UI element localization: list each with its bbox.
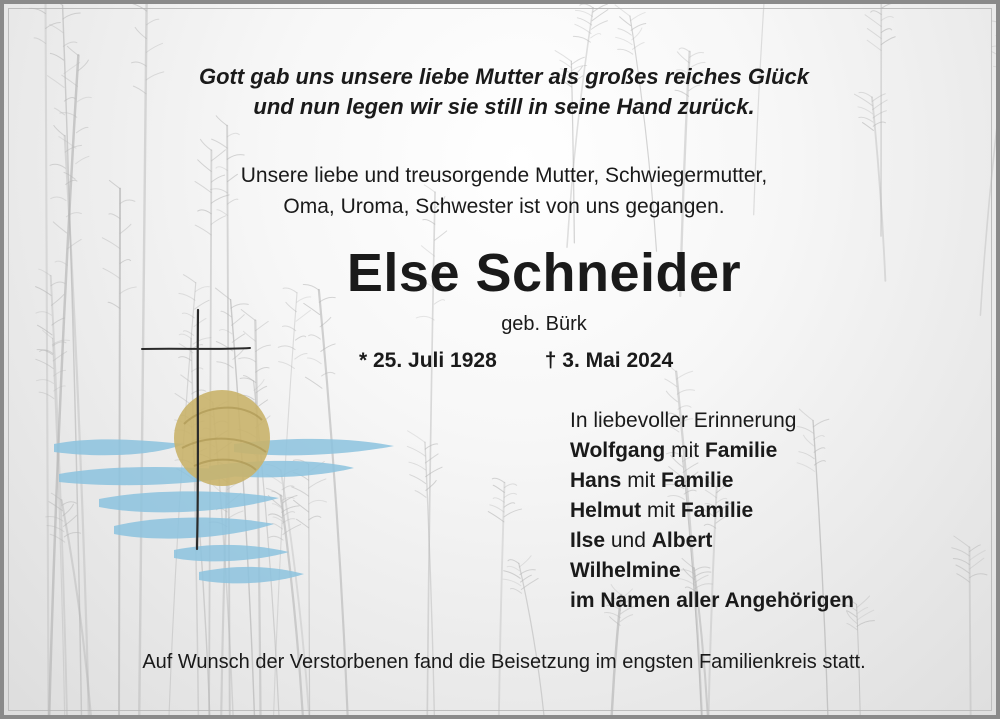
grass-tuft [493, 498, 504, 502]
grass-tuft [282, 506, 299, 512]
death-date: † 3. Mai 2024 [544, 349, 674, 372]
grass-tuft [615, 5, 630, 16]
grass-tuft [212, 139, 228, 148]
grass-tuft [954, 536, 970, 547]
grass-tuft [272, 491, 282, 496]
grass-tuft [857, 596, 870, 608]
grass-tuft [488, 512, 504, 522]
grass-tuft [36, 359, 53, 368]
funeral-note: Auf Wunsch der Verstorbenen fand die Beisetzung im engsten Familienkreis statt. [142, 651, 866, 673]
grass-tuft [679, 48, 690, 52]
mourner-joiner: mit [665, 439, 705, 462]
grass-tuft [410, 475, 426, 484]
grass-tuft [256, 368, 269, 373]
grass-tuft [956, 565, 970, 573]
mourner-name: Ilse [570, 529, 606, 552]
grass-tuft [227, 155, 244, 160]
grass-tuft [881, 37, 895, 45]
deceased-name: Else Schneider [346, 243, 742, 303]
mourner-rest: Familie [661, 469, 734, 492]
mourner-row [570, 466, 854, 496]
grass-tuft [867, 40, 881, 50]
grass-tuft [507, 566, 519, 571]
grass-tuft [677, 371, 693, 379]
grass-tuft [865, 15, 881, 27]
grass-tuft [616, 37, 632, 44]
grass-tuft [256, 345, 271, 351]
mourner-rest: Albert [651, 529, 713, 552]
grass-tuft [135, 27, 146, 38]
grass-tuft [193, 338, 211, 344]
mourner-name: Wilhelmine [570, 559, 681, 582]
grass-tuft [426, 467, 442, 477]
grass-tuft [425, 454, 438, 463]
intro-line-1: Unsere liebe und treusorgende Mutter, Schwiegermutter, [240, 164, 768, 187]
grass-tuft [969, 545, 980, 552]
grass-tuft [63, 42, 77, 46]
grass-tuft [62, 502, 76, 506]
grass-tuft [292, 487, 309, 496]
mourner-row [570, 586, 854, 616]
grass-tuft [266, 488, 280, 495]
grass-tuft [690, 52, 704, 57]
grass-tuft [504, 503, 514, 507]
mourner-name: Helmut [570, 499, 642, 522]
grass-tuft [407, 446, 425, 456]
mourner-name: Wolfgang [570, 439, 666, 462]
grass-tuft [881, 16, 893, 20]
grass-tuft [50, 24, 63, 32]
mourners-list [570, 406, 854, 616]
grass-tuft [575, 10, 592, 16]
mourner-joiner: mit [641, 499, 681, 522]
grass-tuft [555, 51, 571, 62]
grass-stalk [281, 470, 310, 719]
grass-tuft [862, 123, 873, 131]
mourner-rest: Familie [680, 499, 754, 522]
grass-tuft [520, 570, 535, 575]
grass-tuft [992, 21, 1000, 28]
grass-tuft [146, 43, 162, 52]
grass-tuft [591, 34, 601, 38]
grass-tuft [490, 505, 504, 512]
grass-tuft [120, 224, 131, 233]
sun-icon [174, 390, 270, 486]
grass-tuft [309, 479, 326, 488]
grass-tuft [504, 571, 520, 579]
grass-tuft [504, 493, 516, 497]
grass-tuft [147, 19, 159, 25]
grass-tuft [510, 588, 521, 593]
mourner-joiner: und [605, 529, 652, 552]
grass-tuft [409, 462, 426, 470]
grass-tuft [867, 29, 881, 39]
grass-tuft [508, 560, 519, 564]
grass-tuft [881, 29, 891, 33]
grass-tuft [996, 35, 1000, 39]
grass-stalk [309, 464, 310, 719]
grass-tuft [217, 362, 233, 368]
grass-stalk [519, 563, 545, 719]
grass-tuft [952, 548, 970, 556]
grass-tuft [618, 29, 631, 36]
grass-tuft [970, 558, 984, 569]
grass-tuft [415, 491, 426, 498]
grass-tuft [54, 125, 65, 135]
life-dates [359, 346, 673, 376]
grass-tuft [857, 621, 874, 627]
grass-tuft [630, 12, 645, 20]
mourners-heading: In liebevoller Erinnerung [570, 409, 797, 432]
grass-tuft [76, 127, 88, 132]
mourner-name: Hans [570, 469, 622, 492]
grass-tuft [519, 556, 531, 567]
birth-date: * 25. Juli 1928 [359, 349, 497, 372]
grass-tuft [48, 4, 62, 5]
grass-stalk [499, 483, 505, 719]
grass-tuft [34, 38, 45, 43]
grass-tuft [665, 379, 677, 387]
grass-tuft [307, 358, 321, 364]
grass-tuft [504, 509, 521, 517]
grass-tuft [618, 49, 633, 54]
motto [4, 62, 1000, 122]
grass-tuft [53, 222, 66, 233]
maiden-name: geb. Bürk [501, 313, 587, 335]
grass-tuft [408, 431, 425, 442]
mourner-row [570, 496, 854, 526]
grass-tuft [992, 46, 1000, 50]
grass-tuft [620, 17, 631, 26]
grass-tuft [435, 231, 447, 240]
grass-tuft [953, 559, 969, 565]
grass-tuft [575, 24, 591, 33]
grass-tuft [181, 375, 192, 383]
grass-tuft [37, 380, 54, 384]
grass-tuft [67, 46, 78, 55]
grass-tuft [847, 623, 857, 629]
mourner-name: im Namen aller Angehörigen [570, 589, 854, 612]
grass-tuft [227, 133, 239, 137]
motto-line-2: und nun legen wir sie still in seine Hand zurück. [253, 94, 755, 119]
grass-tuft [295, 354, 307, 359]
grass-tuft [504, 484, 516, 488]
mourner-row [570, 436, 854, 466]
grass-tuft [591, 21, 607, 30]
mourner-rest: Familie [704, 439, 778, 462]
grass-tuft [284, 512, 295, 516]
mourner-joiner: mit [621, 469, 662, 492]
grass-tuft [131, 4, 147, 11]
mourner-row [570, 526, 854, 556]
grass-tuft [309, 516, 321, 520]
intro-text [4, 160, 1000, 222]
grass-tuft [881, 4, 897, 8]
grass-tuft [871, 11, 882, 15]
grass-tuft [63, 13, 80, 19]
grass-tuft [577, 18, 591, 25]
grass-tuft [272, 523, 282, 529]
grass-tuft [322, 372, 335, 376]
grass-tuft [493, 485, 504, 492]
grass-tuft [30, 8, 46, 13]
intro-line-2: Oma, Uroma, Schwester ist von uns gegangen. [283, 195, 725, 218]
motto-line-1: Gott gab uns unsere liebe Mutter als großes reiches Glück [198, 64, 810, 89]
grass-tuft [677, 390, 694, 394]
mourner-row [570, 556, 854, 586]
grass-tuft [200, 139, 211, 150]
grass-tuft [309, 500, 327, 504]
grass-tuft [296, 519, 308, 528]
grass-tuft [666, 391, 677, 402]
grass-tuft [195, 225, 211, 235]
grass-tuft [857, 607, 868, 613]
grass-tuft [503, 579, 521, 586]
grass-tuft [305, 377, 322, 388]
grass-tuft [992, 52, 1000, 62]
grass-tuft [580, 4, 593, 8]
grass-tuft [631, 23, 646, 30]
grass-tuft [492, 478, 504, 482]
grass-tuft [50, 53, 63, 60]
grass-tuft [957, 574, 970, 582]
grass-tuft [970, 574, 987, 578]
grass-tuft [239, 358, 256, 362]
